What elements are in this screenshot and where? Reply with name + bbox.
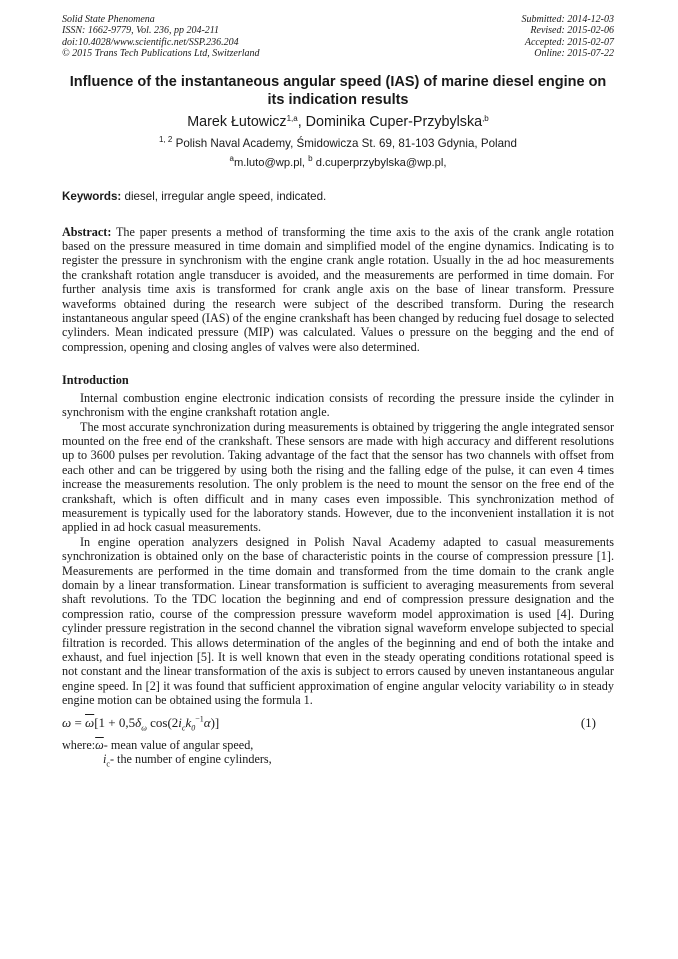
accepted-date: Accepted: 2015-02-07 — [524, 36, 614, 48]
def-symbol-mean-omega: $\overline{\omega}$ — [95, 737, 104, 752]
publication-info — [62, 14, 260, 60]
email-a-sup: a — [229, 153, 234, 163]
eq-mean-omega: $\overline{\omega}$ — [85, 714, 95, 730]
eq-close: )] — [210, 714, 220, 730]
eq-ic-sub: c — [181, 723, 186, 733]
paper-title: Influence of the instantaneous angular speed (IAS) of marine diesel engine on its indication results — [69, 73, 607, 108]
equation-1 — [62, 714, 614, 732]
eq-alpha: α — [203, 714, 211, 730]
journal-header — [62, 14, 614, 60]
eq-arg-open: (2 — [167, 714, 179, 730]
affiliation — [62, 136, 614, 151]
section-heading-introduction: Introduction — [62, 373, 129, 388]
abstract — [62, 225, 614, 355]
author-separator: , — [297, 113, 306, 130]
eq-k-sup: −1 — [195, 714, 204, 724]
eq-bracket-open: [1 + 0,5 — [94, 714, 136, 730]
eq-equals: = — [71, 714, 86, 730]
equation-number: (1) — [580, 714, 596, 730]
definition-row — [62, 738, 614, 752]
keywords — [62, 190, 614, 204]
affiliation-sup: 1, 2 — [159, 134, 173, 144]
eq-delta: δ — [135, 714, 142, 730]
eq-lhs: ω — [62, 714, 72, 730]
online-date: Online: 2015-07-22 — [534, 48, 614, 60]
equation-body — [62, 714, 219, 732]
keywords-text: diesel, irregular angle speed, indicated. — [124, 189, 327, 203]
eq-ic: i — [178, 714, 182, 730]
paper-page — [62, 14, 614, 769]
email-b-sup: b — [308, 153, 313, 163]
email-b[interactable]: d.cuperprzybylska@wp.pl, — [315, 156, 447, 169]
def-mean-omega: - mean value of angular speed, — [103, 737, 254, 752]
doi: doi:10.4028/www.scientific.net/SSP.236.204 — [62, 36, 239, 48]
submission-dates — [522, 14, 615, 60]
copyright: © 2015 Trans Tech Publications Ltd, Switzerland — [62, 48, 260, 60]
eq-k: k — [185, 714, 192, 730]
keywords-label: Keywords: — [62, 189, 122, 203]
eq-delta-sub: ω — [141, 723, 147, 733]
author-1: Marek Łutowicz — [187, 113, 287, 130]
author-2: Dominika Cuper-Przybylska — [305, 113, 483, 130]
abstract-text: The paper presents a method of transforming the time axis to the axis of the crank angle rotation based on the pressure measured in time domain and simplified model of the engine dynamics. Indicating is to register the pressure in synchronism with the engine crank angle rotation. Usually in the ad hoc measurements the crankshaft rotation angle transducer is avoided, and the measurements are performed in time domain. For further analysis time axis is transformed for crank angle axis on the base of linear transform. Pressure waveforms obtained during the research were subject of the described transform. During the research instantaneous angular speed (IAS) of the engine crankshaft has been changed by reducing fuel dosage to selected cylinders. Mean indicated pressure (MIP) was calculated. Values o pressure on the begging and the end of compression, opening and closing angles of valves were also determined. — [62, 224, 614, 354]
intro-paragraph: The most accurate synchronization during measurements is obtained by triggering the angle integrated sensor mounted on the free end of the crankshaft. These sensors are made with high accuracy and different resolutions up to 3600 pulses per revolution. Taking advantage of the fact that the sensor has two channels with offset from each other and can be triggered by using both the rising and the falling edge of the pulse, it can even 4 times increase the measurements resolution. The only problem is the need to mount the sensor on the free end of the crankshaft, which is often difficult and in many cases even impossible. This synchronization method of measurement is typically used for the laboratory stands. However, due to the inconvenient installation it is not applied in ad hock casual measurements. — [62, 419, 614, 535]
def-symbol-ic: i — [103, 752, 107, 767]
author-emails — [62, 153, 614, 170]
email-a[interactable]: m.luto@wp.pl, — [233, 156, 306, 169]
eq-k-sub: 0 — [191, 723, 196, 733]
intro-paragraph: In engine operation analyzers designed in Polish Naval Academy adapted to casual measurements synchronization is obtained only on the base of characteristic points in the course of compression pressure [1]. Measurements are performed in the time domain and transformed from the time domain to the crank angle domain by a linear transformation. Linear transformation is sufficient to averaging measurements from several shaft revolutions. To the TDC location the beginning and end of compression pressure designation and the compression ratio, course of the compression pressure waveform model approximation is used [4]. During cylinder pressure registration in the second channel the vibration signal waveform envelope subjected to special filtration is recorded. This allows determination of the angles of the beginning and end of both the intake and exhaust, and fuel injection [5]. It is well known that even in the steady operating conditions rotational speed is not constant and the linear transformation of the axis is subject to errors caused by uneven instantaneous angular engine speed. In [2] it was found that sufficient approximation of engine angular velocity variability ω in steady engine motion can be obtained using the formula 1. — [62, 534, 614, 708]
revised-date: Revised: 2015-02-06 — [530, 25, 614, 37]
definition-row — [62, 752, 614, 769]
journal-name: Solid State Phenomena — [62, 14, 155, 25]
author-2-sup: ,b — [482, 113, 489, 123]
affiliation-text: Polish Naval Academy, Śmidowicza St. 69, 81-103 Gdynia, Poland — [175, 136, 517, 150]
def-symbol-ic-sub: c — [106, 759, 110, 769]
abstract-label: Abstract: — [62, 224, 112, 239]
issn: ISSN: 1662-9779, Vol. 236, pp 204-211 — [62, 25, 220, 37]
def-ic: - the number of engine cylinders, — [109, 752, 272, 767]
where-label: where: — [62, 737, 96, 752]
variable-definitions — [62, 738, 614, 767]
eq-cos: cos — [146, 714, 168, 730]
intro-paragraph: Internal combustion engine electronic indication consists of recording the pressure inside the cylinder in synchronism with the engine crankshaft rotation angle. — [62, 390, 614, 420]
author-1-sup: 1,a — [286, 113, 298, 123]
author-list — [62, 113, 614, 132]
submitted-date: Submitted: 2014-12-03 — [521, 14, 614, 25]
